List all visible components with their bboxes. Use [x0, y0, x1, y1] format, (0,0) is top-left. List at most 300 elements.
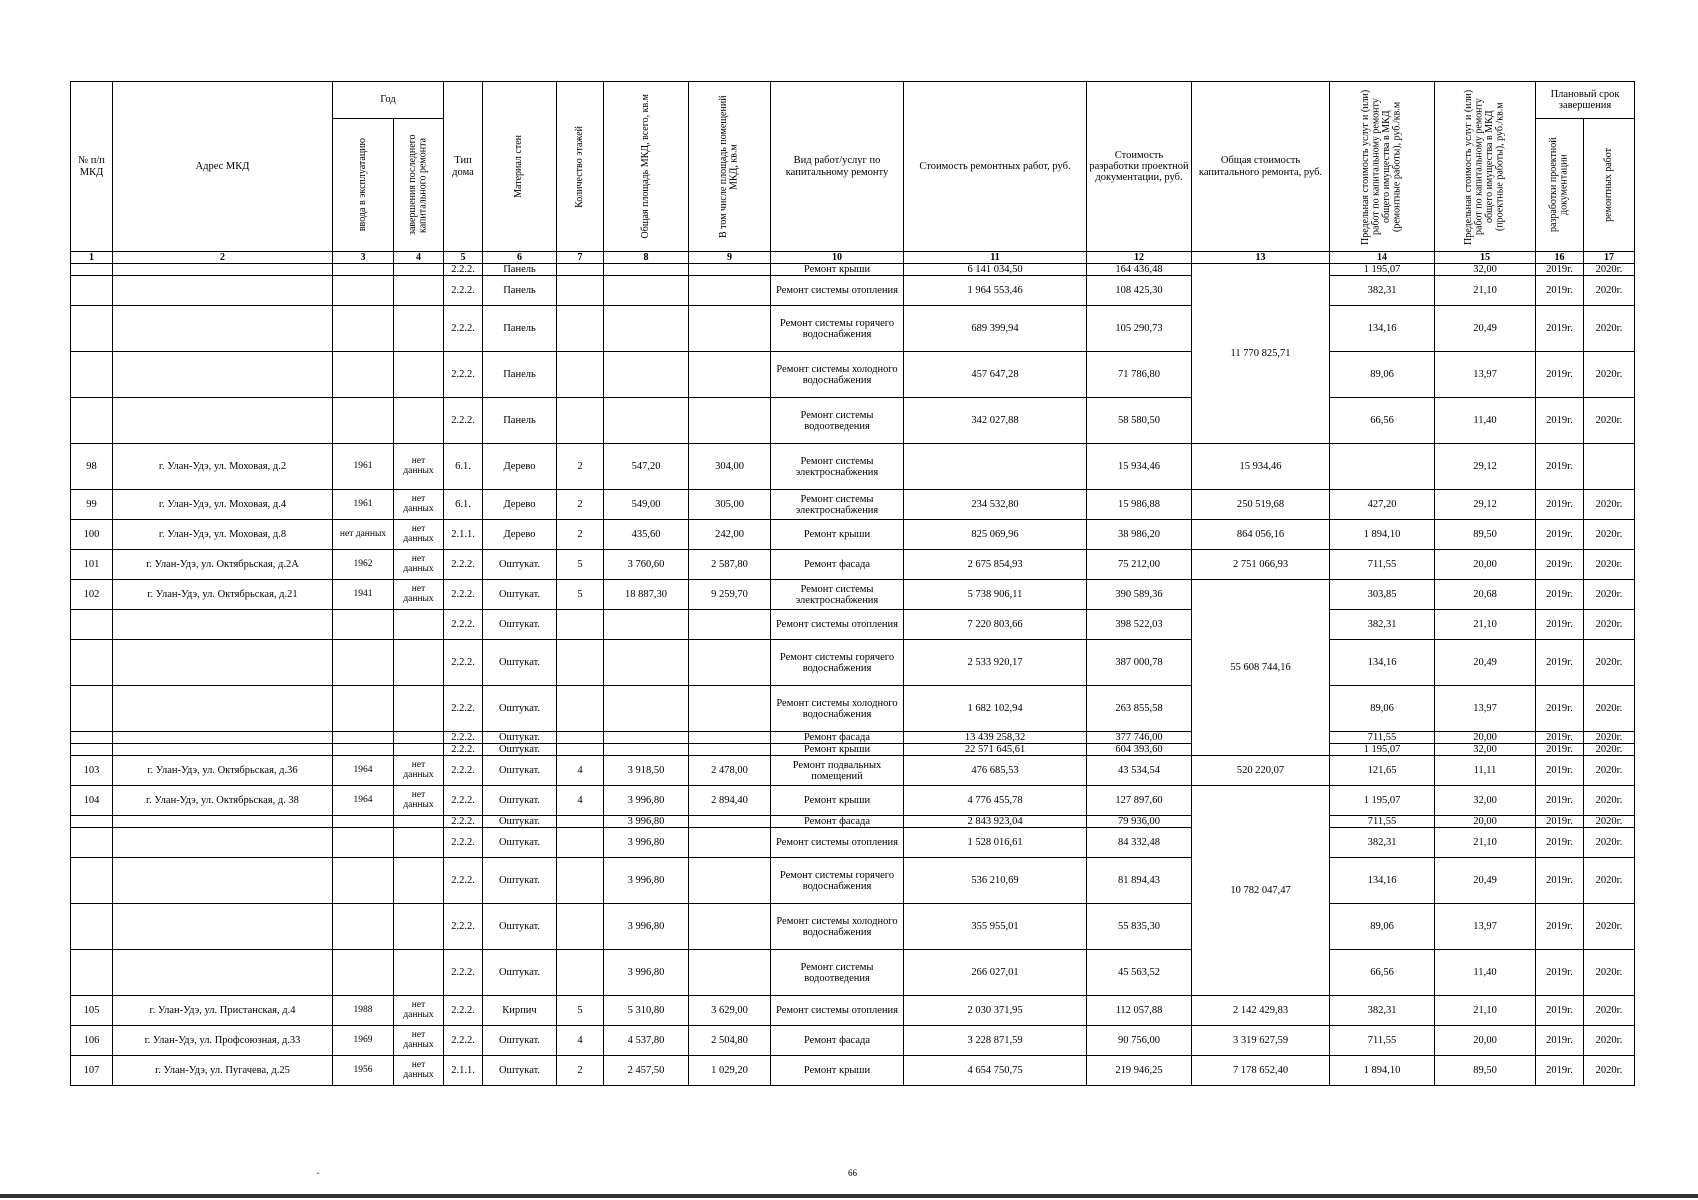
- cell-address: г. Улан-Удэ, ул. Октябрьская, д. 38: [113, 786, 333, 816]
- cell-year-last-repair: [394, 640, 444, 686]
- cell-premises-area: [689, 640, 771, 686]
- cell-wall-material: Оштукат.: [483, 610, 557, 640]
- cell-address: [113, 744, 333, 756]
- cell-repair-cost: 457 647,28: [904, 352, 1087, 398]
- bottom-edge-line: [0, 1194, 1698, 1198]
- cell-floors: 5: [557, 550, 604, 580]
- cell-year-last-repair: [394, 264, 444, 276]
- cell-floors: [557, 352, 604, 398]
- cell-total-cost: 10 782 047,47: [1192, 786, 1330, 996]
- cell-year-commission: нет данных: [333, 520, 394, 550]
- cell-work-type: Ремонт системы холодного водоснабжения: [771, 904, 904, 950]
- cell-plan-repair: 2020г.: [1584, 744, 1635, 756]
- cell-premises-area: 305,00: [689, 490, 771, 520]
- cell-wall-material: Панель: [483, 276, 557, 306]
- cell-premises-area: [689, 264, 771, 276]
- cell-floors: [557, 264, 604, 276]
- cell-limit-repair: 121,65: [1330, 756, 1435, 786]
- cell-work-type: Ремонт подвальных помещений: [771, 756, 904, 786]
- cell-total-area: [604, 610, 689, 640]
- cell-year-commission: 1969: [333, 1026, 394, 1056]
- cell-limit-design: 20,49: [1435, 640, 1536, 686]
- cell-plan-design: 2019г.: [1536, 744, 1584, 756]
- cell-address: г. Улан-Удэ, ул. Пугачева, д.25: [113, 1056, 333, 1086]
- cell-year-commission: 1956: [333, 1056, 394, 1086]
- cell-year-last-repair: [394, 352, 444, 398]
- cell-plan-design: 2019г.: [1536, 756, 1584, 786]
- cell-total-area: 435,60: [604, 520, 689, 550]
- cell-address: г. Улан-Удэ, ул. Моховая, д.8: [113, 520, 333, 550]
- cell-total-area: [604, 398, 689, 444]
- cell-total-area: [604, 306, 689, 352]
- cell-limit-design: 20,00: [1435, 732, 1536, 744]
- cell-plan-design: 2019г.: [1536, 490, 1584, 520]
- cell-house-type: 2.2.2.: [444, 904, 483, 950]
- cell-num: [71, 276, 113, 306]
- cell-limit-design: 20,00: [1435, 1026, 1536, 1056]
- cell-work-type: Ремонт системы отопления: [771, 828, 904, 858]
- cell-plan-repair: 2020г.: [1584, 816, 1635, 828]
- cell-premises-area: 2 587,80: [689, 550, 771, 580]
- cell-design-cost: 604 393,60: [1087, 744, 1192, 756]
- cell-address: [113, 398, 333, 444]
- cell-address: г. Улан-Удэ, ул. Октябрьская, д.2А: [113, 550, 333, 580]
- cell-repair-cost: 342 027,88: [904, 398, 1087, 444]
- cell-year-commission: [333, 610, 394, 640]
- cell-limit-design: 11,11: [1435, 756, 1536, 786]
- cell-limit-repair: 134,16: [1330, 858, 1435, 904]
- cell-plan-repair: 2020г.: [1584, 550, 1635, 580]
- cell-wall-material: Панель: [483, 306, 557, 352]
- column-number: 2: [113, 252, 333, 264]
- cell-design-cost: 377 746,00: [1087, 732, 1192, 744]
- cell-premises-area: [689, 744, 771, 756]
- cell-year-last-repair: [394, 816, 444, 828]
- column-number: 5: [444, 252, 483, 264]
- cell-wall-material: Оштукат.: [483, 550, 557, 580]
- header-year-commission: ввода в эксплуатацию: [333, 119, 394, 252]
- column-number: 4: [394, 252, 444, 264]
- table-row: [71, 444, 1635, 490]
- cell-floors: [557, 398, 604, 444]
- cell-num: [71, 950, 113, 996]
- cell-limit-repair: 711,55: [1330, 550, 1435, 580]
- cell-work-type: Ремонт крыши: [771, 264, 904, 276]
- cell-premises-area: [689, 398, 771, 444]
- header-year-last-repair: завершения последнего капитального ремонта: [394, 119, 444, 252]
- stray-dot: ·: [316, 1166, 320, 1180]
- column-number: 14: [1330, 252, 1435, 264]
- cell-house-type: 2.1.1.: [444, 1056, 483, 1086]
- cell-work-type: Ремонт системы водоотведения: [771, 398, 904, 444]
- cell-limit-repair: 711,55: [1330, 816, 1435, 828]
- cell-plan-design: 2019г.: [1536, 550, 1584, 580]
- cell-plan-design: 2019г.: [1536, 1026, 1584, 1056]
- cell-total-area: [604, 352, 689, 398]
- cell-total-cost: 2 142 429,83: [1192, 996, 1330, 1026]
- cell-house-type: 2.2.2.: [444, 276, 483, 306]
- cell-premises-area: 2 894,40: [689, 786, 771, 816]
- cell-year-last-repair: нет данных: [394, 444, 444, 490]
- cell-repair-cost: 13 439 258,32: [904, 732, 1087, 744]
- cell-house-type: 6.1.: [444, 490, 483, 520]
- cell-address: [113, 640, 333, 686]
- column-number: 1: [71, 252, 113, 264]
- cell-wall-material: Кирпич: [483, 996, 557, 1026]
- header-floors: Количество этажей: [557, 82, 604, 252]
- cell-wall-material: Дерево: [483, 490, 557, 520]
- cell-work-type: Ремонт крыши: [771, 786, 904, 816]
- cell-wall-material: Оштукат.: [483, 816, 557, 828]
- cell-work-type: Ремонт системы холодного водоснабжения: [771, 686, 904, 732]
- cell-design-cost: 58 580,50: [1087, 398, 1192, 444]
- cell-limit-design: 32,00: [1435, 744, 1536, 756]
- cell-limit-design: 21,10: [1435, 276, 1536, 306]
- cell-num: [71, 744, 113, 756]
- cell-plan-repair: 2020г.: [1584, 520, 1635, 550]
- table-row: [71, 828, 1635, 858]
- cell-limit-repair: 89,06: [1330, 686, 1435, 732]
- cell-num: 103: [71, 756, 113, 786]
- header-premises-area: В том числе площадь помещений МКД, кв.м: [689, 82, 771, 252]
- cell-work-type: Ремонт системы отопления: [771, 610, 904, 640]
- table-row: [71, 816, 1635, 828]
- cell-address: [113, 610, 333, 640]
- cell-work-type: Ремонт системы электроснабжения: [771, 444, 904, 490]
- cell-year-last-repair: [394, 610, 444, 640]
- cell-premises-area: [689, 276, 771, 306]
- cell-premises-area: [689, 950, 771, 996]
- cell-premises-area: [689, 732, 771, 744]
- cell-work-type: Ремонт системы горячего водоснабжения: [771, 858, 904, 904]
- cell-year-commission: [333, 816, 394, 828]
- cell-design-cost: 90 756,00: [1087, 1026, 1192, 1056]
- cell-address: [113, 352, 333, 398]
- column-number: 6: [483, 252, 557, 264]
- cell-address: г. Улан-Удэ, ул. Пристанская, д.4: [113, 996, 333, 1026]
- cell-wall-material: Панель: [483, 264, 557, 276]
- cell-house-type: 2.2.2.: [444, 352, 483, 398]
- cell-plan-repair: 2020г.: [1584, 828, 1635, 858]
- cell-limit-design: 89,50: [1435, 1056, 1536, 1086]
- cell-plan-design: 2019г.: [1536, 352, 1584, 398]
- cell-limit-repair: 711,55: [1330, 1026, 1435, 1056]
- cell-plan-design: 2019г.: [1536, 520, 1584, 550]
- cell-year-last-repair: нет данных: [394, 786, 444, 816]
- table-row: [71, 520, 1635, 550]
- cell-plan-design: 2019г.: [1536, 904, 1584, 950]
- cell-plan-repair: 2020г.: [1584, 786, 1635, 816]
- cell-address: [113, 732, 333, 744]
- cell-num: [71, 306, 113, 352]
- cell-wall-material: Оштукат.: [483, 580, 557, 610]
- cell-wall-material: Панель: [483, 398, 557, 444]
- cell-repair-cost: 1 964 553,46: [904, 276, 1087, 306]
- cell-year-commission: [333, 828, 394, 858]
- cell-repair-cost: 266 027,01: [904, 950, 1087, 996]
- cell-total-area: 18 887,30: [604, 580, 689, 610]
- cell-address: г. Улан-Удэ, ул. Моховая, д.4: [113, 490, 333, 520]
- cell-limit-repair: 1 195,07: [1330, 744, 1435, 756]
- table-row: [71, 640, 1635, 686]
- cell-num: 101: [71, 550, 113, 580]
- cell-premises-area: [689, 352, 771, 398]
- cell-repair-cost: 2 843 923,04: [904, 816, 1087, 828]
- cell-total-area: 3 996,80: [604, 786, 689, 816]
- cell-wall-material: Оштукат.: [483, 950, 557, 996]
- cell-year-commission: [333, 744, 394, 756]
- cell-address: [113, 828, 333, 858]
- cell-plan-design: 2019г.: [1536, 996, 1584, 1026]
- cell-limit-design: 20,49: [1435, 306, 1536, 352]
- cell-address: [113, 686, 333, 732]
- cell-plan-design: 2019г.: [1536, 786, 1584, 816]
- cell-premises-area: [689, 816, 771, 828]
- cell-year-commission: 1988: [333, 996, 394, 1026]
- table-row: [71, 950, 1635, 996]
- cell-year-last-repair: [394, 306, 444, 352]
- cell-work-type: Ремонт крыши: [771, 1056, 904, 1086]
- cell-total-area: 3 996,80: [604, 828, 689, 858]
- cell-limit-repair: 382,31: [1330, 828, 1435, 858]
- cell-repair-cost: 3 228 871,59: [904, 1026, 1087, 1056]
- cell-total-cost: 2 751 066,93: [1192, 550, 1330, 580]
- cell-floors: 2: [557, 520, 604, 550]
- cell-work-type: Ремонт системы водоотведения: [771, 950, 904, 996]
- cell-limit-repair: 1 195,07: [1330, 264, 1435, 276]
- cell-total-area: [604, 732, 689, 744]
- table-row: [71, 398, 1635, 444]
- cell-design-cost: 79 936,00: [1087, 816, 1192, 828]
- cell-total-cost: 11 770 825,71: [1192, 264, 1330, 444]
- cell-plan-design: 2019г.: [1536, 264, 1584, 276]
- cell-work-type: Ремонт системы отопления: [771, 996, 904, 1026]
- cell-repair-cost: 6 141 034,50: [904, 264, 1087, 276]
- cell-design-cost: 263 855,58: [1087, 686, 1192, 732]
- cell-premises-area: 9 259,70: [689, 580, 771, 610]
- cell-design-cost: 112 057,88: [1087, 996, 1192, 1026]
- cell-limit-design: 21,10: [1435, 828, 1536, 858]
- header-house-type: Тип дома: [444, 82, 483, 252]
- header-plan-group: Плановый срок завершения: [1536, 82, 1635, 119]
- cell-total-area: 3 760,60: [604, 550, 689, 580]
- cell-plan-repair: 2020г.: [1584, 686, 1635, 732]
- cell-house-type: 2.2.2.: [444, 732, 483, 744]
- cell-house-type: 2.2.2.: [444, 580, 483, 610]
- cell-plan-design: 2019г.: [1536, 398, 1584, 444]
- cell-limit-repair: 134,16: [1330, 640, 1435, 686]
- cell-house-type: 2.2.2.: [444, 610, 483, 640]
- table-row: [71, 276, 1635, 306]
- cell-limit-design: 11,40: [1435, 398, 1536, 444]
- cell-repair-cost: 476 685,53: [904, 756, 1087, 786]
- cell-wall-material: Оштукат.: [483, 756, 557, 786]
- cell-floors: 2: [557, 444, 604, 490]
- cell-limit-repair: 382,31: [1330, 996, 1435, 1026]
- cell-limit-design: 20,68: [1435, 580, 1536, 610]
- cell-address: г. Улан-Удэ, ул. Моховая, д.2: [113, 444, 333, 490]
- cell-premises-area: 2 504,80: [689, 1026, 771, 1056]
- cell-plan-design: 2019г.: [1536, 276, 1584, 306]
- cell-premises-area: [689, 858, 771, 904]
- cell-limit-repair: 303,85: [1330, 580, 1435, 610]
- cell-wall-material: Оштукат.: [483, 1026, 557, 1056]
- cell-house-type: 2.2.2.: [444, 640, 483, 686]
- column-number: 8: [604, 252, 689, 264]
- cell-year-last-repair: нет данных: [394, 1056, 444, 1086]
- cell-address: [113, 276, 333, 306]
- cell-work-type: Ремонт системы горячего водоснабжения: [771, 306, 904, 352]
- table-row: [71, 732, 1635, 744]
- cell-total-cost: 3 319 627,59: [1192, 1026, 1330, 1056]
- cell-house-type: 6.1.: [444, 444, 483, 490]
- cell-floors: [557, 732, 604, 744]
- cell-premises-area: [689, 828, 771, 858]
- cell-limit-design: 13,97: [1435, 352, 1536, 398]
- cell-address: [113, 950, 333, 996]
- cell-design-cost: 105 290,73: [1087, 306, 1192, 352]
- cell-limit-repair: 89,06: [1330, 904, 1435, 950]
- cell-wall-material: Дерево: [483, 520, 557, 550]
- cell-premises-area: 3 629,00: [689, 996, 771, 1026]
- cell-work-type: Ремонт фасада: [771, 816, 904, 828]
- cell-work-type: Ремонт системы электроснабжения: [771, 490, 904, 520]
- cell-year-last-repair: [394, 732, 444, 744]
- register-table-sheet: [70, 81, 1634, 1086]
- cell-limit-repair: 66,56: [1330, 950, 1435, 996]
- cell-design-cost: 108 425,30: [1087, 276, 1192, 306]
- cell-limit-repair: 711,55: [1330, 732, 1435, 744]
- cell-plan-repair: 2020г.: [1584, 398, 1635, 444]
- cell-year-last-repair: нет данных: [394, 550, 444, 580]
- cell-plan-repair: [1584, 444, 1635, 490]
- cell-design-cost: 55 835,30: [1087, 904, 1192, 950]
- cell-house-type: 2.2.2.: [444, 858, 483, 904]
- cell-plan-repair: 2020г.: [1584, 276, 1635, 306]
- cell-plan-repair: 2020г.: [1584, 904, 1635, 950]
- cell-year-last-repair: нет данных: [394, 756, 444, 786]
- cell-plan-repair: 2020г.: [1584, 858, 1635, 904]
- cell-num: [71, 904, 113, 950]
- cell-year-last-repair: [394, 686, 444, 732]
- header-limit-repair: Предельная стоимость услуг и (или) работ по капитальному ремонту общего имущества в МКД (ремонтные работы), руб./кв.м: [1330, 82, 1435, 252]
- header-work-type: Вид работ/услуг по капитальному ремонту: [771, 82, 904, 252]
- cell-limit-repair: 89,06: [1330, 352, 1435, 398]
- cell-total-area: 2 457,50: [604, 1056, 689, 1086]
- cell-work-type: Ремонт крыши: [771, 744, 904, 756]
- cell-year-commission: [333, 858, 394, 904]
- cell-floors: [557, 950, 604, 996]
- cell-year-last-repair: нет данных: [394, 490, 444, 520]
- cell-num: 104: [71, 786, 113, 816]
- cell-total-area: 5 310,80: [604, 996, 689, 1026]
- cell-year-commission: 1961: [333, 444, 394, 490]
- cell-plan-design: 2019г.: [1536, 444, 1584, 490]
- cell-repair-cost: [904, 444, 1087, 490]
- cell-total-area: [604, 264, 689, 276]
- cell-year-commission: 1964: [333, 756, 394, 786]
- cell-plan-design: 2019г.: [1536, 580, 1584, 610]
- column-number: 17: [1584, 252, 1635, 264]
- cell-house-type: 2.2.2.: [444, 306, 483, 352]
- cell-floors: [557, 828, 604, 858]
- cell-plan-design: 2019г.: [1536, 858, 1584, 904]
- cell-year-last-repair: нет данных: [394, 996, 444, 1026]
- cell-limit-design: 29,12: [1435, 444, 1536, 490]
- cell-address: г. Улан-Удэ, ул. Октябрьская, д.21: [113, 580, 333, 610]
- cell-floors: 4: [557, 756, 604, 786]
- cell-year-commission: 1962: [333, 550, 394, 580]
- cell-wall-material: Оштукат.: [483, 858, 557, 904]
- cell-floors: 5: [557, 996, 604, 1026]
- cell-repair-cost: 5 738 906,11: [904, 580, 1087, 610]
- cell-plan-design: 2019г.: [1536, 306, 1584, 352]
- cell-num: [71, 732, 113, 744]
- cell-num: 98: [71, 444, 113, 490]
- cell-house-type: 2.2.2.: [444, 996, 483, 1026]
- cell-repair-cost: 2 675 854,93: [904, 550, 1087, 580]
- cell-plan-repair: 2020г.: [1584, 1026, 1635, 1056]
- column-number: 16: [1536, 252, 1584, 264]
- table-row: [71, 1026, 1635, 1056]
- cell-total-cost: 864 056,16: [1192, 520, 1330, 550]
- cell-house-type: 2.2.2.: [444, 756, 483, 786]
- cell-plan-design: 2019г.: [1536, 640, 1584, 686]
- cell-num: 100: [71, 520, 113, 550]
- cell-wall-material: Оштукат.: [483, 732, 557, 744]
- cell-design-cost: 45 563,52: [1087, 950, 1192, 996]
- cell-design-cost: 390 589,36: [1087, 580, 1192, 610]
- cell-house-type: 2.2.2.: [444, 744, 483, 756]
- cell-total-cost: 520 220,07: [1192, 756, 1330, 786]
- cell-total-area: 3 996,80: [604, 816, 689, 828]
- cell-design-cost: 38 986,20: [1087, 520, 1192, 550]
- cell-limit-repair: 66,56: [1330, 398, 1435, 444]
- cell-address: [113, 264, 333, 276]
- cell-plan-design: 2019г.: [1536, 1056, 1584, 1086]
- cell-wall-material: Оштукат.: [483, 686, 557, 732]
- column-number: 9: [689, 252, 771, 264]
- cell-limit-design: 32,00: [1435, 264, 1536, 276]
- cell-year-commission: 1964: [333, 786, 394, 816]
- cell-plan-repair: 2020г.: [1584, 306, 1635, 352]
- column-number: 3: [333, 252, 394, 264]
- cell-floors: 5: [557, 580, 604, 610]
- cell-total-area: [604, 686, 689, 732]
- cell-house-type: 2.2.2.: [444, 786, 483, 816]
- cell-repair-cost: 1 528 016,61: [904, 828, 1087, 858]
- cell-design-cost: 398 522,03: [1087, 610, 1192, 640]
- cell-plan-repair: 2020г.: [1584, 264, 1635, 276]
- cell-plan-design: 2019г.: [1536, 950, 1584, 996]
- cell-plan-repair: 2020г.: [1584, 610, 1635, 640]
- cell-year-commission: [333, 276, 394, 306]
- cell-plan-design: 2019г.: [1536, 610, 1584, 640]
- cell-wall-material: Оштукат.: [483, 828, 557, 858]
- cell-year-commission: [333, 398, 394, 444]
- cell-work-type: Ремонт крыши: [771, 520, 904, 550]
- cell-limit-design: 20,00: [1435, 550, 1536, 580]
- cell-plan-repair: 2020г.: [1584, 1056, 1635, 1086]
- header-design-cost: Стоимость разработки проектной документации, руб.: [1087, 82, 1192, 252]
- header-plan-repair: ремонтных работ: [1584, 119, 1635, 252]
- cell-repair-cost: 536 210,69: [904, 858, 1087, 904]
- cell-work-type: Ремонт системы горячего водоснабжения: [771, 640, 904, 686]
- table-row: [71, 744, 1635, 756]
- cell-repair-cost: 234 532,80: [904, 490, 1087, 520]
- cell-year-last-repair: нет данных: [394, 1026, 444, 1056]
- cell-limit-repair: 382,31: [1330, 276, 1435, 306]
